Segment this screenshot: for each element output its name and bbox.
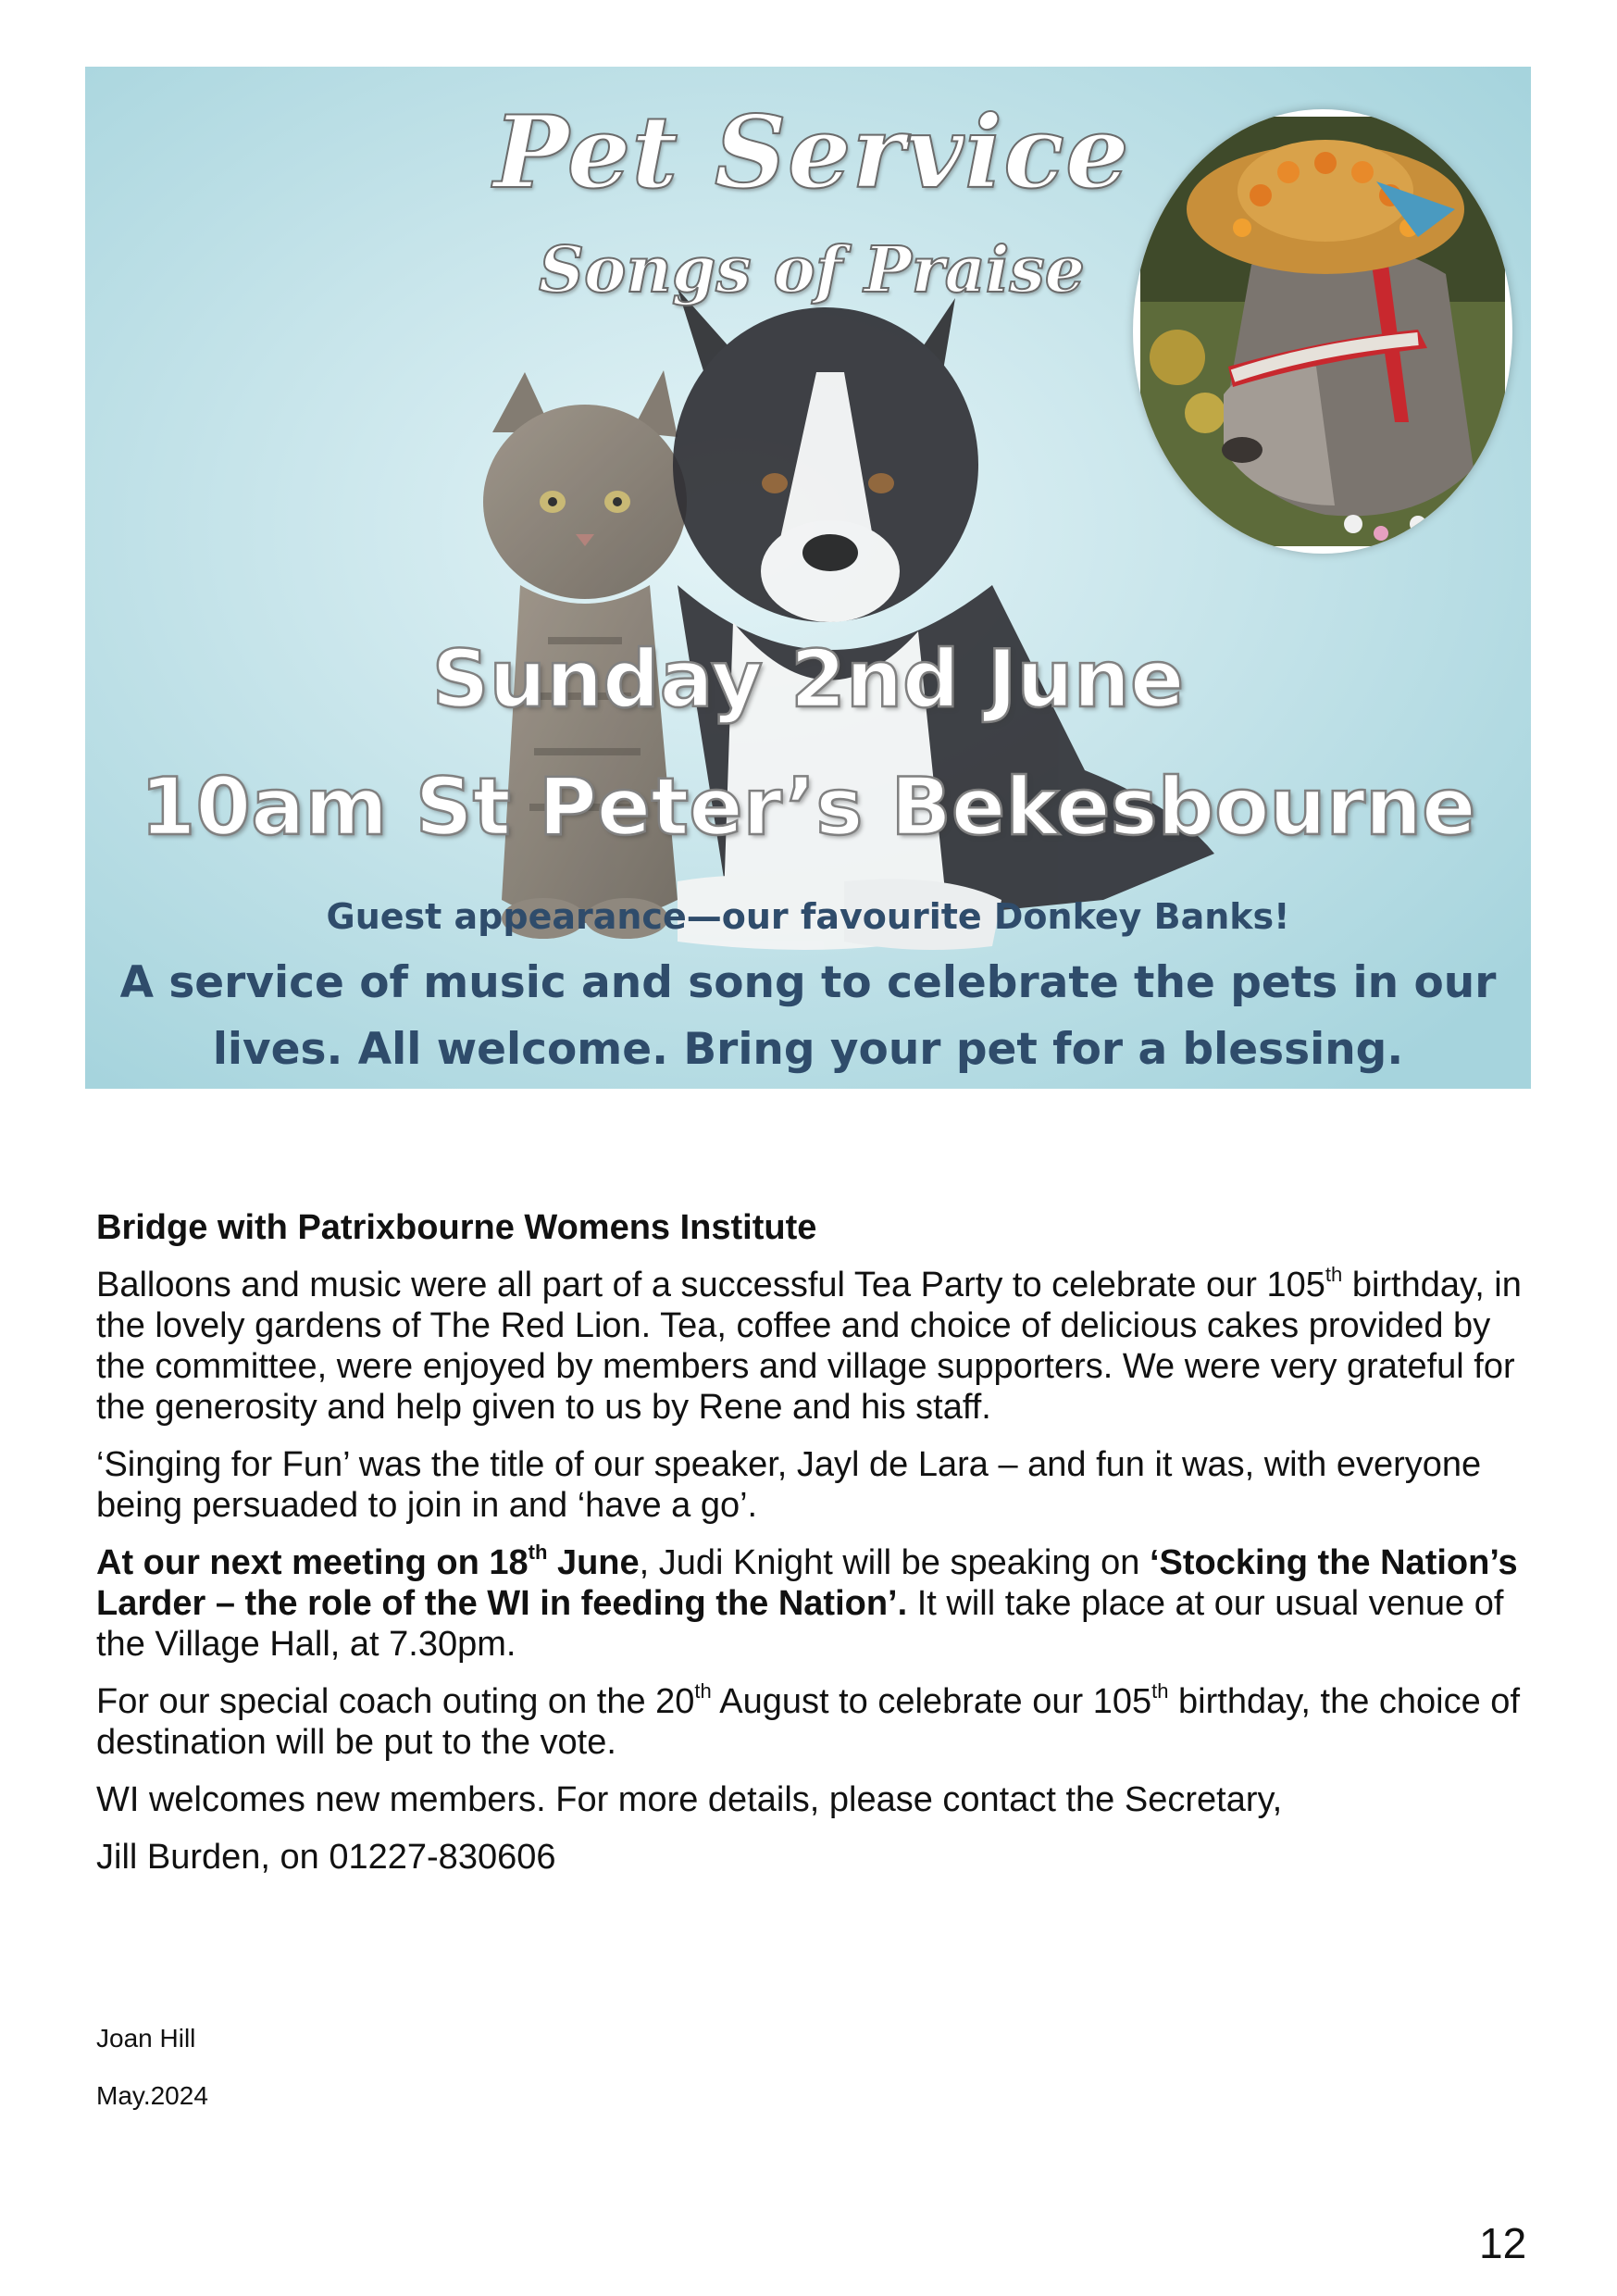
paragraph-text: It will take place at our usual venue of the Village Hall, at 7.30pm. [96,1584,1504,1664]
ordinal-suffix: th [1151,1679,1169,1703]
wi-article [96,1207,1522,1878]
pet-service-poster [85,67,1531,1089]
paragraph-text: Balloons and music were all part of a successful Tea Party to celebrate our 105 [96,1266,1325,1304]
article-paragraph-5: WI welcomes new members. For more details, please contact the Secretary, [96,1780,1283,1819]
ordinal-suffix: th [528,1541,548,1564]
article-paragraph-2: ‘Singing for Fun’ was the title of our speaker, Jayl de Lara – and fun it was, with everyone being persuaded to join in and ‘have a go’. [96,1445,1482,1525]
event-description-line-2: lives. All welcome. Bring your pet for a blessing. [212,1024,1404,1075]
event-description-line-1: A service of music and song to celebrate the pets in our [119,957,1497,1008]
event-date: Sunday 2nd June [431,633,1185,726]
poster-title: Pet Service [493,94,1130,211]
ordinal-suffix: th [1325,1263,1343,1286]
event-time-venue: 10am St Peter’s Bekesbourne [140,761,1476,854]
signature-name: Joan Hill [96,2024,196,2053]
secretary-contact: Jill Burden, on 01227-830606 [96,1838,556,1877]
article-paragraph-1 [96,1265,1522,1428]
article-paragraph-4 [96,1681,1522,1763]
page-number: 12 [1479,2219,1527,2267]
paragraph-text: For our special coach outing on the 20 [96,1682,695,1721]
donkey-image [1140,117,1505,546]
paragraph-text: August to celebrate our 105 [711,1682,1152,1721]
article-heading: Bridge with Patrixbourne Womens Institute [96,1208,817,1247]
ordinal-suffix: th [694,1679,712,1703]
paragraph-text: birthday, in the lovely gardens of The Red Lion. Tea, coffee and choice of delicious cakes provided by the committee, were enjoyed by members and village supporters. We were very grateful for the generosity and help given to us by Rene and his staff. [96,1266,1522,1427]
talk-title: ‘Stocking the Nation’s Larder – the role of the WI in feeding the Nation’. [96,1543,1518,1623]
signature-date: May.2024 [96,2081,208,2110]
poster-subtitle: Songs of Praise [538,233,1086,307]
paragraph-text: , Judi Knight will be speaking on [639,1543,1150,1582]
paragraph-text: birthday, the choice of destination will be put to the vote. [96,1682,1521,1762]
bold-text: At our next meeting on 18 [96,1543,529,1582]
guest-appearance: Guest appearance—our favourite Donkey Banks! [326,896,1290,937]
donkey-photo [1133,109,1512,554]
article-paragraph-3 [96,1542,1522,1665]
bold-text: June [547,1543,640,1582]
